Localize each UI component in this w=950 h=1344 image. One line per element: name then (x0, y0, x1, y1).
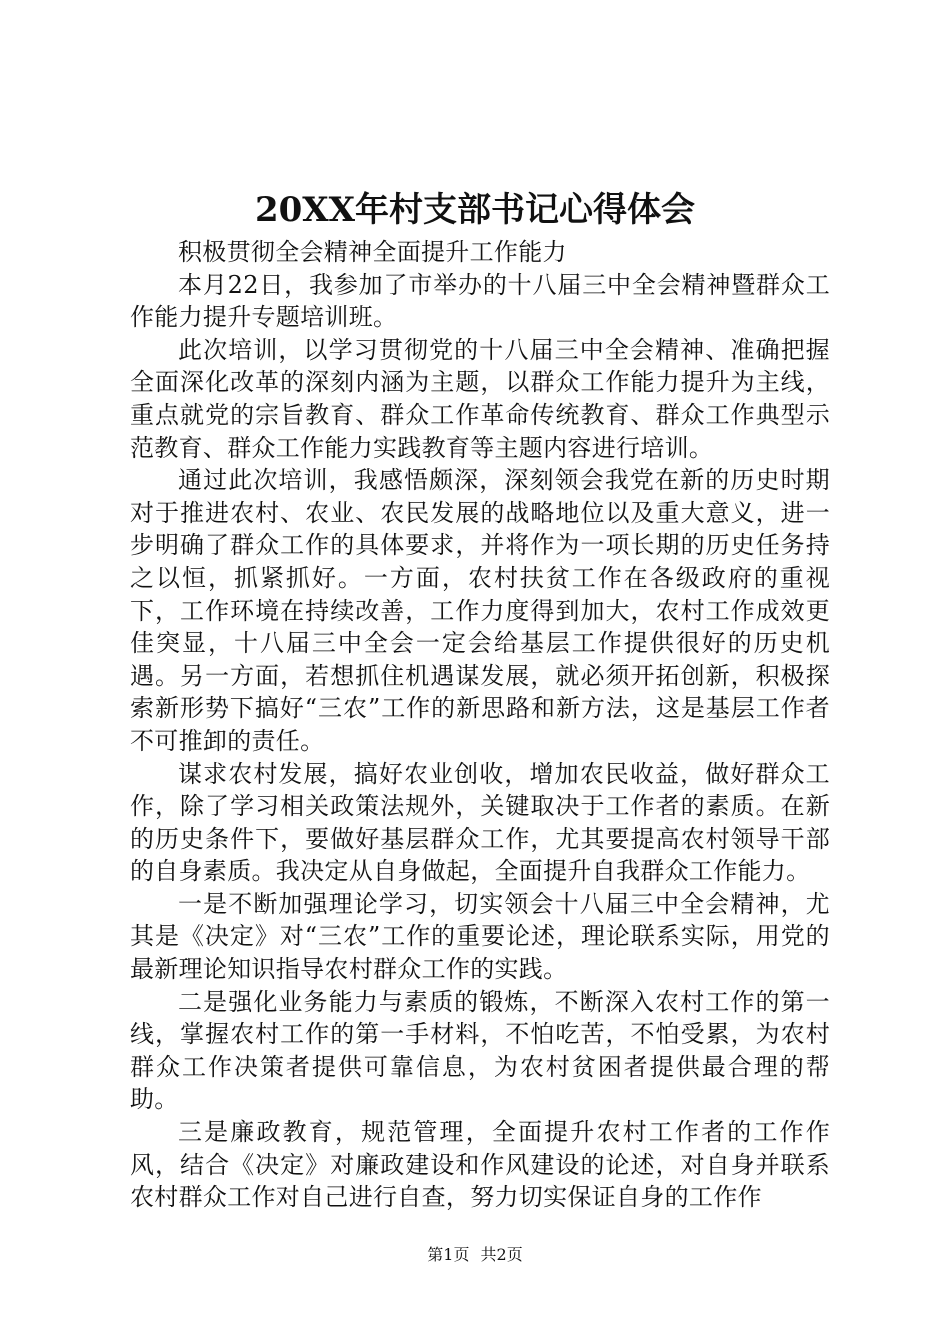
paragraph: 二是强化业务能力与素质的锻炼，不断深入农村工作的第一线，掌握农村工作的第一手材料，不怕吃苦，不怕受累，为农村群众工作决策者提供可靠信息，为农村贫困者提供最合理的帮助。 (130, 987, 830, 1114)
page-footer (0, 1244, 950, 1266)
paragraph-subtitle: 积极贯彻全会精神全面提升工作能力 (178, 238, 567, 266)
paragraph: 三是廉政教育，规范管理，全面提升农村工作者的工作作风，结合《决定》对廉政建设和作风建设的论述，对自身并联系农村群众工作对自己进行自查，努力切实保证自身的工作作 (130, 1118, 830, 1212)
page-number-current: 第1页 (427, 1245, 470, 1264)
paragraph: 此次培训，以学习贯彻党的十八届三中全会精神、准确把握全面深化改革的深刻内涵为主题，以群众工作能力提升为主线，重点就党的宗旨教育、群众工作革命传统教育、群众工作典型示范教育、群众工作能力实践教育等主题内容进行培训。 (130, 335, 830, 462)
page-number-total: 共2页 (480, 1245, 523, 1264)
paragraph: 谋求农村发展，搞好农业创收，增加农民收益，做好群众工作，除了学习相关政策法规外，关键取决于工作者的素质。在新的历史条件下，要做好基层群众工作，尤其要提高农村领导干部的自身素质。我决定从自身做起，全面提升自我群众工作能力。 (130, 759, 830, 886)
paragraph: 通过此次培训，我感悟颇深，深刻领会我党在新的历史时期对于推进农村、农业、农民发展的战略地位以及重大意义，进一步明确了群众工作的具体要求，并将作为一项长期的历史任务持之以恒，抓紧抓好。一方面，农村扶贫工作在各级政府的重视下，工作环境在持续改善，工作力度得到加大，农村工作成效更佳突显，十八届三中全会一定会给基层工作提供很好的历史机遇。另一方面，若想抓住机遇谋发展，就必须开拓创新，积极探索新形势下搞好“三农”工作的新思路和新方法，这是基层工作者不可推卸的责任。 (130, 466, 830, 755)
paragraph: 本月22日，我参加了市举办的十八届三中全会精神暨群众工作能力提升专题培训班。 (130, 270, 830, 332)
document-title: 20XX年村支部书记心得体会 (254, 190, 696, 230)
document-body (130, 236, 830, 1214)
paragraph: 一是不断加强理论学习，切实领会十八届三中全会精神，尤其是《决定》对“三农”工作的重要论述，理论联系实际，用党的最新理论知识指导农村群众工作的实践。 (130, 889, 830, 984)
